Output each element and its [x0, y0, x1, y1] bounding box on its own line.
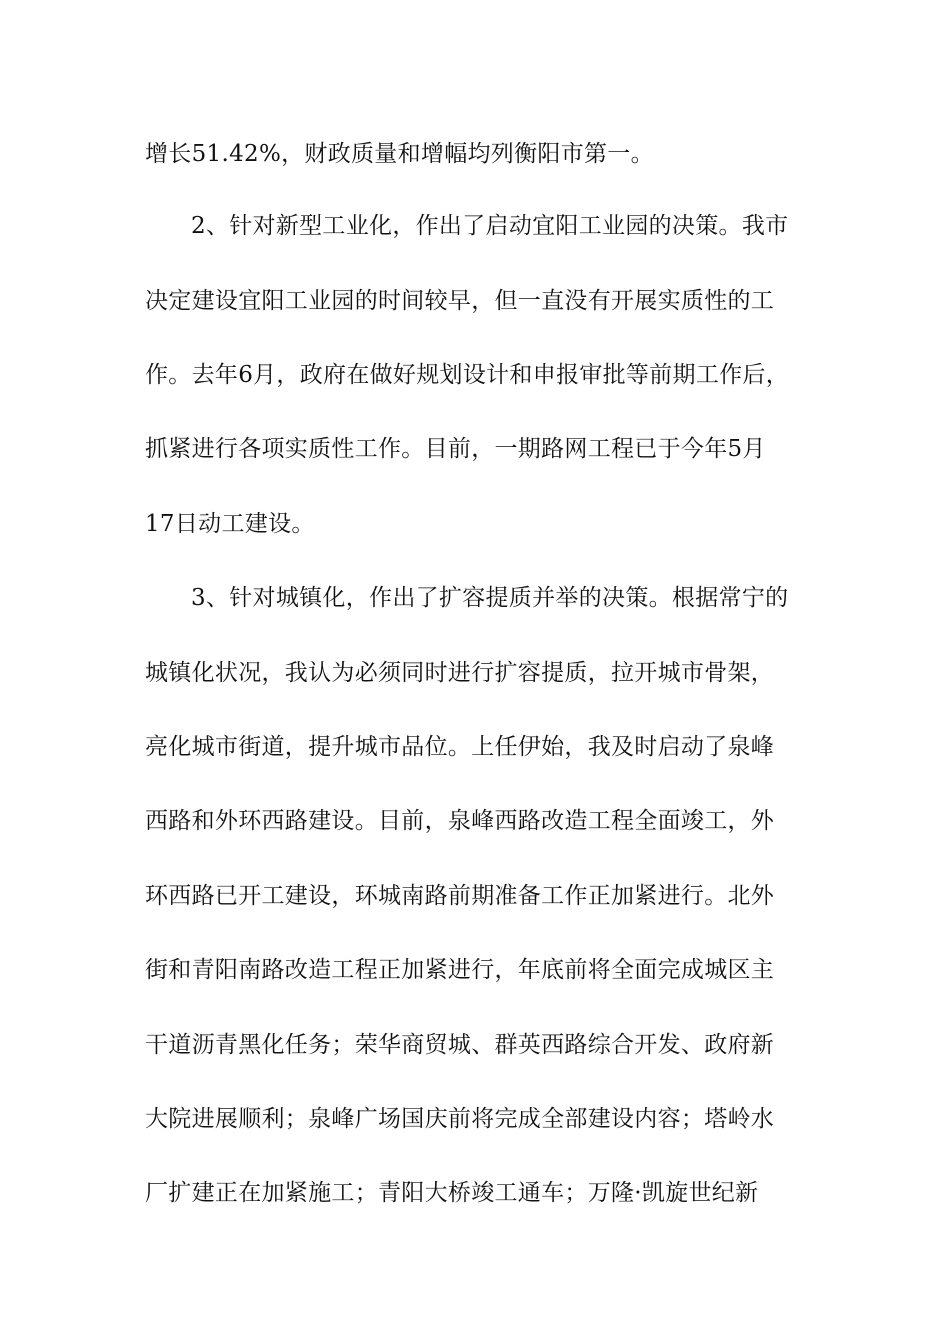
- text-line: 干道沥青黑化任务；荣华商贸城、群英西路综合开发、政府新: [145, 1032, 775, 1058]
- text-line: 大院进展顺利；泉峰广场国庆前将完成全部建设内容；塔岭水: [145, 1106, 775, 1132]
- paragraph-3-start: 3、针对城镇化，作出了扩容提质并举的决策。根据常宁的: [191, 585, 789, 611]
- paragraph-2-start: 2、针对新型工业化，作出了启动宜阳工业园的决策。我市: [191, 213, 789, 239]
- text-line: 亮化城市街道，提升城市品位。上任伊始，我及时启动了泉峰: [145, 734, 775, 760]
- text-line: 作。去年6月，政府在做好规划设计和申报审批等前期工作后，: [145, 362, 790, 388]
- text-line: 决定建设宜阳工业园的时间较早，但一直没有开展实质性的工: [145, 288, 775, 314]
- text-line: 抓紧进行各项实质性工作。目前，一期路网工程已于今年5月: [145, 436, 766, 462]
- text-line: 街和青阳南路改造工程正加紧进行，年底前将全面完成城区主: [145, 957, 775, 983]
- text-line: 西路和外环西路建设。目前，泉峰西路改造工程全面竣工，外: [145, 808, 775, 834]
- text-line: 城镇化状况，我认为必须同时进行扩容提质，拉开城市骨架，: [145, 660, 775, 686]
- text-line: 增长51.42%，财政质量和增幅均列衡阳市第一。: [145, 141, 654, 167]
- text-line: 环西路已开工建设，环城南路前期准备工作正加紧进行。北外: [145, 883, 775, 909]
- text-line: 17日动工建设。: [145, 511, 315, 537]
- text-line: 厂扩建正在加紧施工；青阳大桥竣工通车；万隆·凯旋世纪新: [145, 1180, 759, 1206]
